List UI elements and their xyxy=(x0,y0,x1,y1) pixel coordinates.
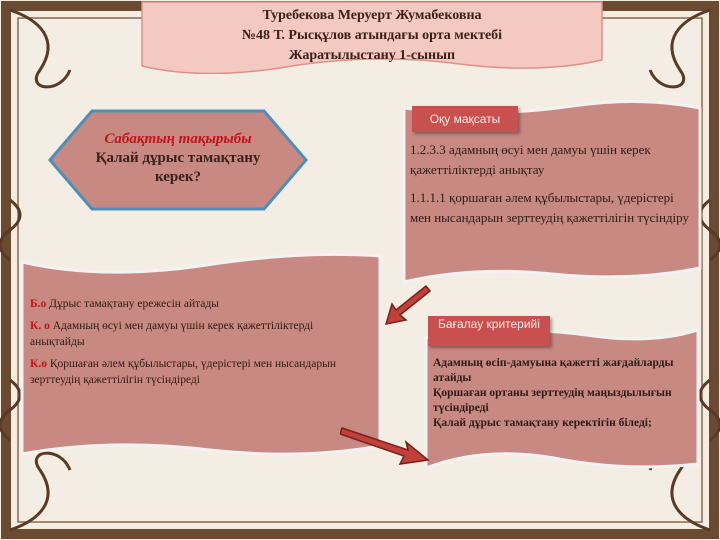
topic-title: Қалай дұрыс тамақтану керек? xyxy=(95,150,261,185)
objective-item: 1.2.3.3 адамның өсуі мен дамуы үшін керек қажеттіліктерді анықтау xyxy=(410,142,651,177)
result-key: К.о xyxy=(30,358,47,370)
objective-item: 1.1.1.1 қоршаған әлем құбылыстары, үдерістері мен нысандарын зерттеудің қажеттілігін түсіндіру xyxy=(410,190,689,225)
arrow-down-right-icon xyxy=(340,420,430,466)
arrow-down-left-icon xyxy=(382,282,432,328)
result-item xyxy=(30,356,360,388)
topic-label: Сабақтың тақырыбы xyxy=(104,131,252,147)
class-name: Жаратылыстану 1-сынып xyxy=(288,48,456,63)
result-text: Қоршаған әлем құбылыстары, үдерістері мен нысандарын зерттеудің қажеттілігін түсіндіреді xyxy=(30,358,336,386)
criteria-item: Адамның өсіп-дамуына қажетті жағдайларды атайды xyxy=(433,357,674,384)
school-name: №48 Т. Рысқұлов атындағы орта мектебі xyxy=(241,28,503,43)
criteria-list xyxy=(433,356,683,431)
criteria-item: Қоршаған ортаны зерттеудің маңыздылығын түсіндіреді xyxy=(433,387,672,414)
result-item xyxy=(30,296,360,312)
result-item xyxy=(30,318,360,350)
criteria-tag: Бағалау критерийі xyxy=(428,316,550,346)
criteria-item: Қалай дұрыс тамақтану керектігін біледі; xyxy=(433,417,652,429)
result-key: К. о xyxy=(30,320,50,332)
result-text: Адамның өсуі мен дамуы үшін керек қажеттіліктерді анықтайды xyxy=(30,320,314,348)
results-list xyxy=(30,296,360,394)
result-text: Дұрыс тамақтану ережесін айтады xyxy=(49,298,219,310)
header-title xyxy=(150,6,594,66)
lesson-topic xyxy=(78,130,278,187)
objectives-list xyxy=(410,140,692,236)
result-key: Б.о xyxy=(30,298,47,310)
objectives-tag: Оқу мақсаты xyxy=(412,106,518,132)
author-name: Туребекова Меруерт Жумабековна xyxy=(262,8,482,23)
